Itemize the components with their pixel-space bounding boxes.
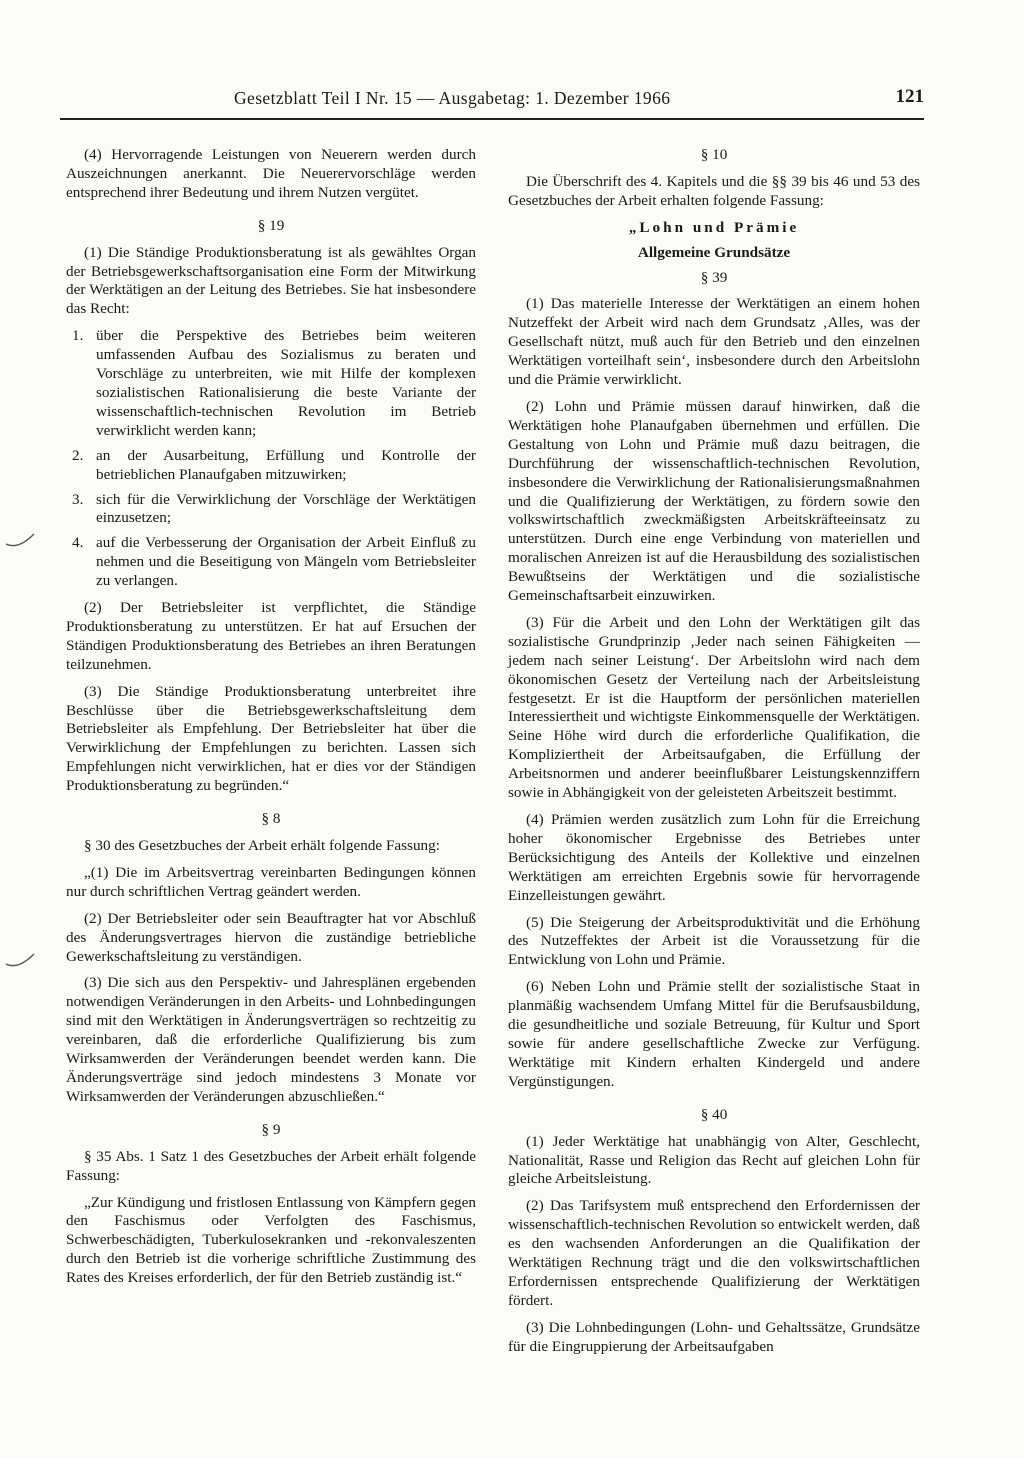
margin-mark-1	[4, 528, 38, 550]
section-heading-8: § 8	[261, 810, 281, 828]
paragraph: (1) Jeder Werktätige hat unabhängig von Alter, Geschlecht, Nationalität, Rasse und Religion das Recht auf gleichen Lohn für gleiche Arbeitsleistung.	[508, 1132, 920, 1188]
left-column	[66, 146, 476, 1296]
paragraph: (2) Lohn und Prämie müssen darauf hinwirken, daß die Werktätigen hohe Planaufgaben übernehmen und erfüllen. Die Gestaltung von Lohn und Prämie muß dazu beitragen, die Durchführung der wissenschaftlich-technischen Revolution, insbesondere die Verwirklichung der Rationalisierungsmaßnahmen und die Qualifizierung der Werktätigen, zu fördern sowie den volkswirtschaftlich zweckmäßigsten Arbeitskräfteeinsatz zu unterstützen. Durch eine enge Verbindung von materiellen und moralischen Anreizen ist auf die Herausbildung des sozialistischen Bewußtseins der Werktätigen und die sozialistische Gemeinschaftsarbeit einzuwirken.	[508, 397, 920, 605]
paragraph: (3) Die sich aus den Perspektiv- und Jahresplänen ergebenden notwendigen Veränderungen in den Arbeits- und Lohnbedingungen sind mit den Werktätigen in Änderungsverträgen so rechtzeitig zu vereinbaren, daß die erforderliche Qualifizierung bis zum Wirksamwerden der Veränderungen beendet werden kann. Die Änderungsverträge sind jedoch mindestens 3 Monate vor Wirksamwerden der Veränderungen abzuschließen.“	[66, 974, 476, 1105]
list-item	[66, 491, 476, 529]
rights-list	[66, 327, 476, 591]
section-heading-39: § 39	[700, 268, 728, 286]
list-item-text: an der Ausarbeitung, Erfüllung und Kontrolle der betrieblichen Planaufgaben mitzuwirken;	[96, 446, 476, 483]
list-item-number: 2.	[72, 446, 84, 464]
header-title: Gesetzblatt Teil I Nr. 15 — Ausgabetag: 1. Dezember 1966	[234, 88, 671, 108]
list-item-number: 4.	[72, 534, 84, 552]
paragraph: (3) Für die Arbeit und den Lohn der Werktätigen gilt das sozialistische Grundprinzip ‚Jeder nach seinen Fähigkeiten — jedem nach seiner Leistung‘. Der Arbeitslohn wird nach dem ökonomischen Gesetz der Verteilung nach der Arbeitsleistung festgesetzt. Er ist die Hauptform der persönlichen materiellen Interessiertheit und wichtigste Einkommensquelle der Werktätigen. Seine Höhe wird durch die erforderliche Qualifikation, die Kompliziertheit der Arbeitsaufgaben, die Erfüllung der Arbeitsnormen und anderer beeinflußbarer Leistungskennziffern sowie in Abhängigkeit von der geleisteten Arbeitszeit bestimmt.	[508, 613, 920, 802]
paragraph: Die Überschrift des 4. Kapitels und die §§ 39 bis 46 und 53 des Gesetzbuches der Arbeit erhalten folgende Fassung:	[508, 172, 920, 209]
list-item	[66, 534, 476, 591]
paragraph: (2) Der Betriebsleiter ist verpflichtet, die Ständige Produktionsberatung zu unterstützen. Er hat auf Ersuchen der Ständigen Produktionsberatung des Betriebes an ihren Beratungen teilzunehmen.	[66, 599, 476, 673]
paragraph: § 35 Abs. 1 Satz 1 des Gesetzbuches der Arbeit erhält folgende Fassung:	[66, 1147, 476, 1184]
paragraph: (1) Die Ständige Produktionsberatung ist als gewähltes Organ der Betriebsgewerkschaftsorganisation eine Form der Mitwirkung der Werktätigen an der Leitung des Betriebes. Sie hat insbesondere das Recht:	[66, 243, 476, 318]
right-column	[508, 146, 920, 1365]
paragraph: (4) Hervorragende Leistungen von Neuerern werden durch Auszeichnungen anerkannt. Die Neuerervorschläge werden entsprechend ihrer Bedeutung und ihrem Nutzen vergütet.	[66, 146, 476, 201]
paragraph: (3) Die Ständige Produktionsberatung unterbreitet ihre Beschlüsse über die Betriebsgewerkschaftsleitung dem Betriebsleiter als Empfehlung. Der Betriebsleiter hat über die Verwirklichung der Empfehlungen zu berichten. Lassen sich Empfehlungen nicht verwirklichen, hat er dies vor der Ständigen Produktionsberatung zu begründen.“	[66, 682, 476, 795]
list-item-text: über die Perspektive des Betriebes beim weiteren umfassenden Aufbau des Sozialismus zu beraten und Vorschläge zu unterbreiten, wie mit Hilfe der komplexen sozialistischen Rationalisierung die beste Variante der wissenschaftlich-technischen Revolution im Betrieb verwirklicht werden kann;	[96, 327, 476, 439]
paragraph: (1) Das materielle Interesse der Werktätigen an einem hohen Nutzeffekt der Arbeit wird nach dem Grundsatz ‚Alles, was der Gesellschaft nützt, muß auch für den Betrieb und den einzelnen Werktätigen vorteilhaft sein‘, insbesondere durch den Arbeitslohn und die Prämie verwirklicht.	[508, 295, 920, 389]
section-heading-19: § 19	[257, 216, 285, 234]
paragraph: „Zur Kündigung und fristlosen Entlassung von Kämpfern gegen den Faschismus oder Verfolgten des Faschismus, Schwerbeschädigten, Tuberkulosekranken und -rekonvaleszenten durch den Betrieb ist die vorherige schriftliche Zustimmung des Rates des Kreises erforderlich, der für den Betrieb zuständig ist.“	[66, 1193, 476, 1287]
page-header	[60, 86, 924, 120]
paragraph: (4) Prämien werden zusätzlich zum Lohn für die Erreichung hoher ökonomischer Ergebnisse des Betriebes unter Berücksichtigung des Anteils der Kollektive und einzelnen Werktätigen am erreichten Ergebnis sowie für hervorragende Einzelleistungen gewährt.	[508, 811, 920, 904]
paragraph: (2) Das Tarifsystem muß entsprechend den Erfordernissen der wissenschaftlich-technischen Revolution so entwickelt werden, daß es den wachsenden Anforderungen an die Qualifikation der Werktätigen Rechnung trägt und die den volkswirtschaftlichen Erfordernissen entsprechende Qualifizierung der Werktätigen fördert.	[508, 1197, 920, 1309]
list-item-number: 3.	[72, 490, 84, 508]
section-heading-40: § 40	[700, 1105, 728, 1123]
paragraph: (6) Neben Lohn und Prämie stellt der sozialistische Staat in planmäßig wachsendem Umfang Mittel für die Berufsausbildung, die gesundheitliche und soziale Betreuung, für Kultur und Sport sowie für andere gesellschaftliche Zwecke zur Verfügung. Werktätige mit Kindern erhalten Kindergeld und andere Vergünstigungen.	[508, 978, 920, 1090]
paragraph: § 30 des Gesetzbuches der Arbeit erhält folgende Fassung:	[84, 837, 440, 854]
paragraph: (2) Der Betriebsleiter oder sein Beauftragter hat vor Abschluß des Änderungsvertrages hiervon die zuständige betriebliche Gewerkschaftsleitung zu verständigen.	[66, 909, 476, 965]
paragraph: (5) Die Steigerung der Arbeitsproduktivität und die Erhöhung des Nutzeffektes der Arbeit ist die Voraussetzung für die Entwicklung von Lohn und Prämie.	[508, 913, 920, 969]
paragraph: (3) Die Lohnbedingungen (Lohn- und Gehaltssätze, Grundsätze für die Eingruppierung der Arbeitsaufgaben	[508, 1318, 920, 1355]
list-item	[66, 327, 476, 440]
margin-mark-2	[4, 948, 38, 970]
chapter-heading: „Lohn und Prämie	[628, 218, 800, 236]
section-heading-10: § 10	[700, 146, 728, 163]
page-number: 121	[895, 86, 924, 107]
list-item-text: sich für die Verwirklichung der Vorschläge der Werktätigen einzusetzen;	[96, 490, 476, 527]
list-item-number: 1.	[72, 327, 84, 345]
list-item-text: auf die Verbesserung der Organisation der Arbeit Einfluß zu nehmen und die Beseitigung von Mängeln vom Betriebsleiter zu verlangen.	[96, 534, 476, 590]
section-heading-9: § 9	[261, 1120, 281, 1138]
subheading: Allgemeine Grundsätze	[637, 243, 791, 261]
list-item	[66, 447, 476, 485]
paragraph: „(1) Die im Arbeitsvertrag vereinbarten Bedingungen können nur durch schriftlichen Vertrag geändert werden.	[66, 863, 476, 900]
